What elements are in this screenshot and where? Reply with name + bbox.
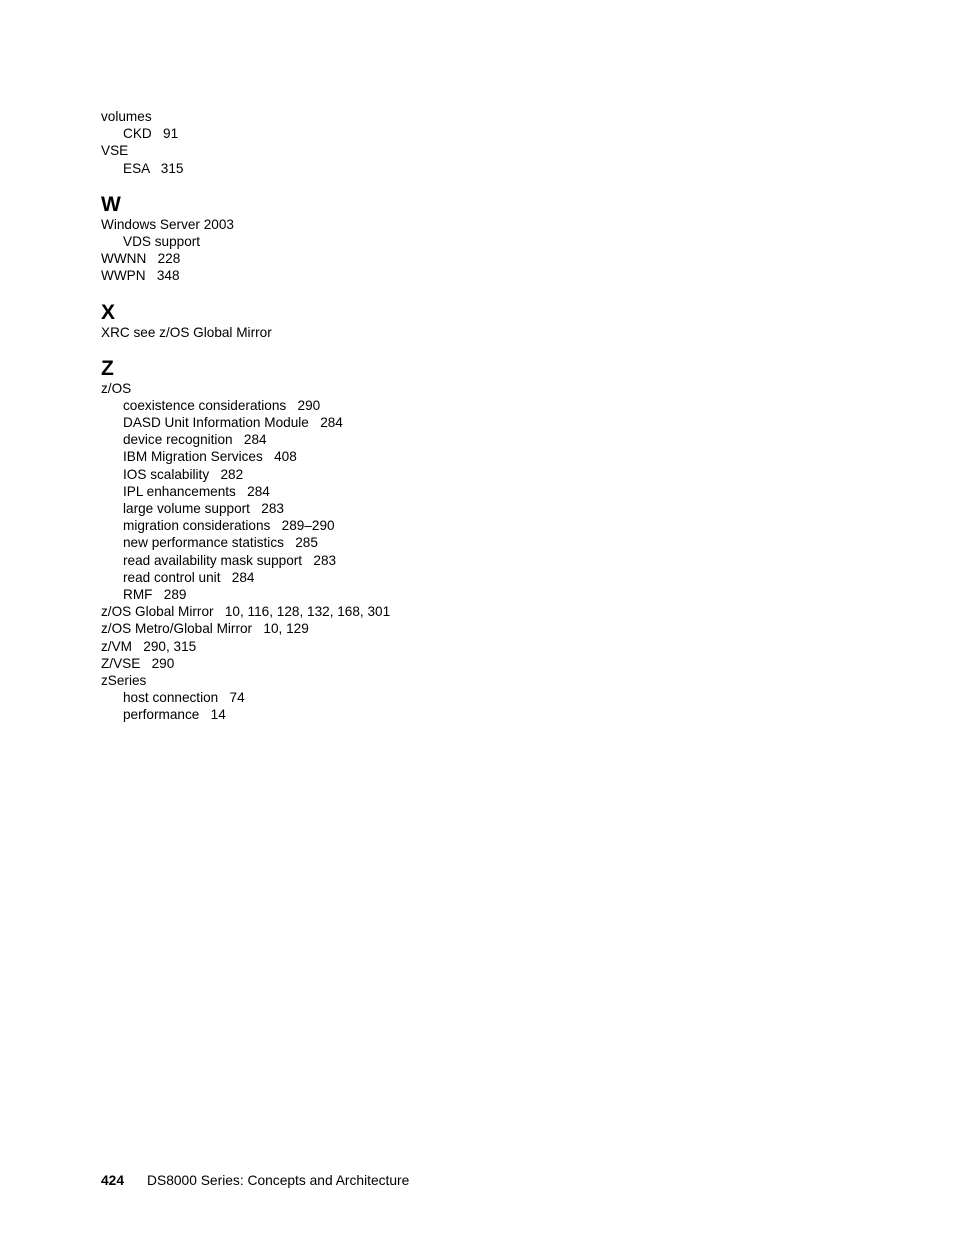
index-subentry: read control unit 284 <box>123 569 255 585</box>
index-subentry: new performance statistics 285 <box>123 535 318 551</box>
index-subentry: large volume support 283 <box>123 501 284 516</box>
index-subentry: CKD 91 <box>123 126 179 142</box>
index-subentry: ESA 315 <box>123 160 184 176</box>
book-title: DS8000 Series: Concepts and Architecture <box>147 1173 410 1188</box>
index-letter-heading: X <box>101 300 116 324</box>
index-subentry: coexistence considerations 290 <box>123 397 321 413</box>
index-subentry: RMF 289 <box>123 586 187 602</box>
index-entry: volumes <box>101 109 152 124</box>
index-letter-heading: W <box>101 192 121 216</box>
group-spacer <box>101 285 601 302</box>
index-subentry: IPL enhancements 284 <box>123 483 270 499</box>
index-letter-heading: Z <box>101 356 114 380</box>
index-entry: XRC see z/OS Global Mirror <box>101 324 272 340</box>
index-subentry: DASD Unit Information Module 284 <box>123 415 343 431</box>
index-entry: Z/VSE 290 <box>101 655 175 671</box>
index-entry: zSeries <box>101 672 147 688</box>
index-subentry: IOS scalability 282 <box>123 466 244 482</box>
index-subentry: VDS support <box>123 233 201 249</box>
index-subentry: IBM Migration Services 408 <box>123 449 297 465</box>
index-entry: z/OS <box>101 380 132 396</box>
index-subentry: host connection 74 <box>123 690 245 706</box>
index-entry: z/OS Global Mirror 10, 116, 128, 132, 168, 301 <box>101 604 391 620</box>
group-spacer <box>101 177 601 194</box>
index-entry: z/VM 290, 315 <box>101 638 197 654</box>
group-spacer <box>101 341 601 358</box>
index-subentry: migration considerations 289–290 <box>123 518 335 534</box>
index-body <box>101 108 601 723</box>
page-number: 424 <box>101 1173 125 1188</box>
index-subentry: device recognition 284 <box>123 432 267 448</box>
index-entry: z/OS Metro/Global Mirror 10, 129 <box>101 621 309 637</box>
page-footer <box>101 1173 409 1188</box>
index-subentry: performance 14 <box>123 707 226 723</box>
index-subentry: read availability mask support 283 <box>123 552 337 568</box>
index-entry: VSE <box>101 143 129 159</box>
index-entry: WWPN 348 <box>101 268 180 284</box>
index-entry: Windows Server 2003 <box>101 216 234 232</box>
index-entry: WWNN 228 <box>101 251 181 267</box>
